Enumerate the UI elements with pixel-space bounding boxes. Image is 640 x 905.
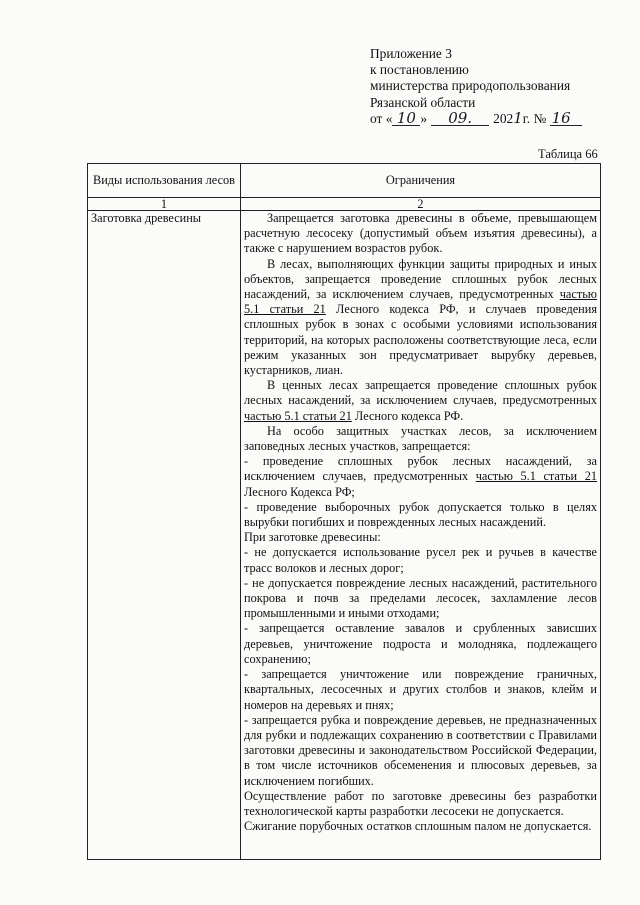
paragraph: В ценных лесах запрещается проведение сплошных рубок лесных насаждений, за исключением случаев, предусмотренных частью 5.1 статьи 21 Лесного кодекса РФ.: [244, 378, 597, 423]
table-header-row: [88, 164, 601, 198]
paragraph: - запрещается рубка и повреждение деревьев, не предназначенных для рубки и подлежащих сохранению в соответствии с Правилами заготовки древесины и законодательством Российской Федерации, в том числе источников обсеменения и плюсовых деревьев, за исключением погибших.: [244, 712, 597, 788]
law-reference-link: частью 5.1 статьи 21: [244, 408, 352, 423]
region-line: Рязанской области: [370, 94, 476, 110]
paragraph: Сжигание порубочных остатков сплошным палом не допускается.: [244, 819, 592, 834]
paragraph: - проведение выборочных рубок допускается только в целях вырубки погибших и поврежденных лесных насаждений.: [244, 499, 597, 530]
date-day: 10: [392, 111, 420, 126]
law-reference-link: частью 5.1 статьи 21: [475, 469, 597, 484]
restrictions-cell: [241, 211, 601, 860]
document-number: 16: [550, 111, 582, 126]
usage-type-cell: Заготовка древесины: [88, 211, 241, 860]
document-header: [370, 46, 620, 127]
column-number-2: 2: [241, 198, 601, 211]
resolution-line: к постановлению: [370, 62, 469, 78]
table-caption: Таблица 66: [538, 147, 598, 161]
date-line: [370, 108, 620, 127]
paragraph: - проведение сплошных рубок лесных насаждений, за исключением случаев, предусмотренных частью 5.1 статьи 21 Лесного Кодекса РФ;: [244, 454, 597, 499]
paragraph: Осуществление работ по заготовке древесины без разработки технологической карты разработки лесосеки не допускается.: [244, 788, 597, 818]
column-header-usage-types: Виды использования лесов: [88, 164, 241, 198]
date-year-digit: 1: [513, 108, 523, 127]
paragraph: - запрещается уничтожение или повреждение граничных, квартальных, лесосечных и других столбов и знаков, клейм и номеров на деревьях и пнях;: [244, 667, 597, 712]
column-number-row: [88, 198, 601, 211]
paragraph: Запрещается заготовка древесины в объеме, превышающем расчетную лесосеку (допустимый объем изъятия древесины), а также с нарушением возрастов рубок.: [244, 211, 597, 256]
table-row: [88, 211, 601, 860]
paragraph: - не допускается повреждение лесных насаждений, растительного покрова и почв за пределами лесосек, захламление лесов промышленными и иными отходами;: [244, 575, 597, 621]
paragraph: На особо защитных участках лесов, за исключением заповедных лесных участков, запрещается:: [244, 423, 597, 454]
paragraph: При заготовке древесины:: [244, 530, 381, 545]
column-header-restrictions: Ограничения: [241, 164, 601, 198]
date-month: 09.: [431, 111, 489, 126]
law-reference-link: частью 5.1 статьи 21: [244, 287, 597, 317]
date-prefix: от «: [370, 110, 393, 126]
column-number-1: 1: [88, 198, 241, 211]
date-year-prefix: 202: [493, 110, 514, 126]
appendix-title: Приложение 3: [370, 46, 452, 61]
paragraph: В лесах, выполняющих функции защиты природных и иных объектов, запрещается проведение сплошных рубок лесных насаждений, за исключением случаев, предусмотренных частью 5.1 статьи 21 Лесного кодекса РФ, и случаев проведения сплошных рубок в зонах с особыми условиями использования территорий, на которых расположены соответствующие леса, если режим указанных зон предусматривает вырубку деревьев, кустарников, лиан.: [244, 256, 597, 378]
date-suffix: г. №: [522, 110, 547, 126]
ministry-line: министерства природопользования: [370, 78, 571, 94]
restrictions-table: [87, 163, 601, 860]
date-mid: »: [420, 110, 428, 126]
paragraph: - не допускается использование русел рек и ручьев в качестве трасс волоков и лесных дорог;: [244, 545, 597, 575]
paragraph: - запрещается оставление завалов и срубленных зависших деревьев, уничтожение подроста и молодняка, подлежащего сохранению;: [244, 621, 597, 666]
